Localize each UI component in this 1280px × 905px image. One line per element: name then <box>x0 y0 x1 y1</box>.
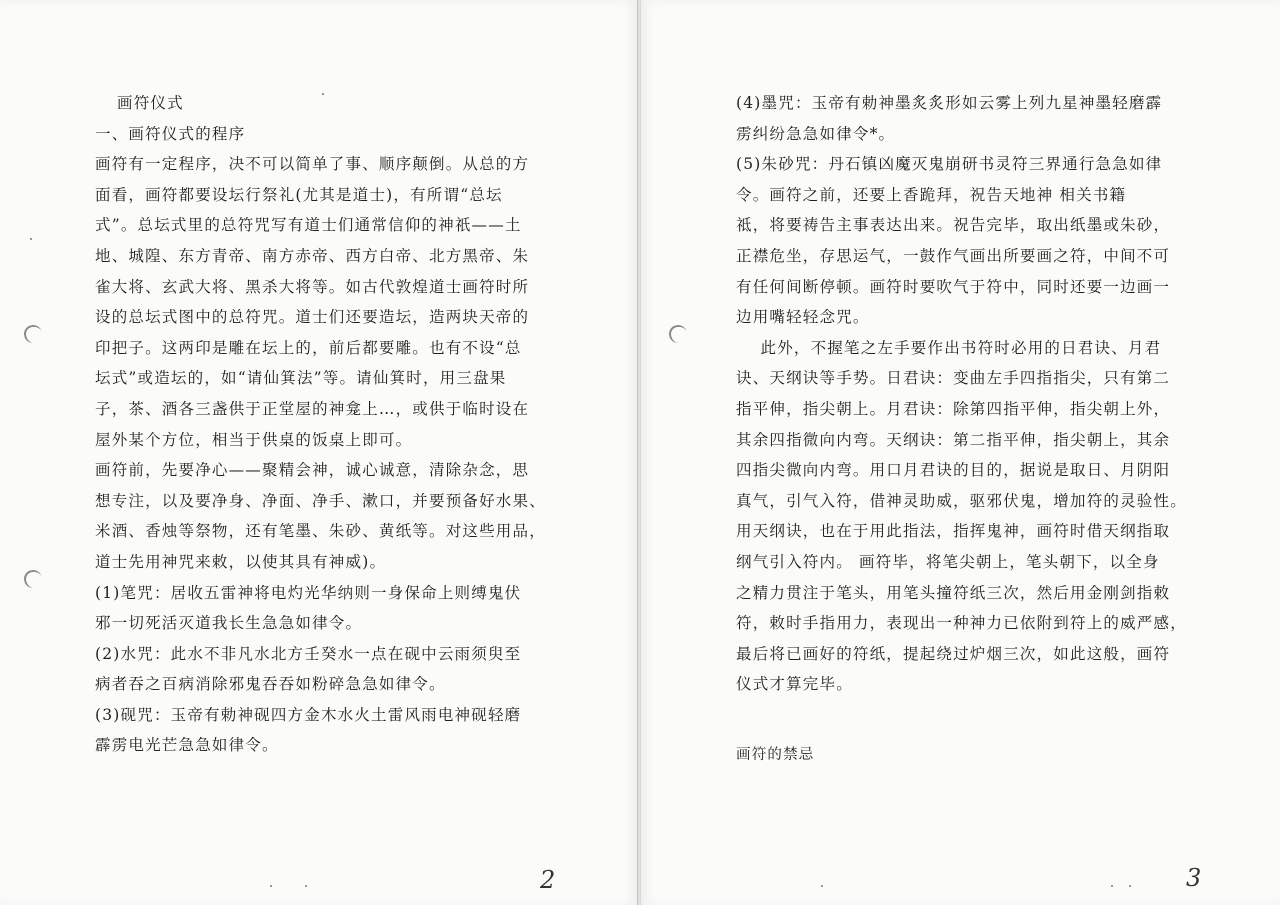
text-line: 祗，将要祷告主事表达出来。祝告完毕，取出纸墨或朱砂， <box>736 216 1171 235</box>
page-number: 2 <box>540 866 556 894</box>
binder-hole-mark <box>23 569 44 590</box>
binder-hole-mark <box>23 324 44 345</box>
text-line: 面看，画符都要设坛行祭礼(尤其是道士)，有所谓“总坛 <box>95 185 503 204</box>
scan-speck <box>30 238 32 240</box>
text-line: 雀大将、玄武大将、黑杀大将等。如古代敦煌道士画符时所 <box>95 277 530 296</box>
text-line: 想专注，以及要净身、净面、净手、漱口，并要预备好水果、 <box>95 491 546 510</box>
text-line: 地、城隍、东方青帝、南方赤帝、西方白帝、北方黑帝、朱 <box>95 246 530 265</box>
text-line: 真气，引气入符，借神灵助威，驱邪伏鬼，增加符的灵验性。 <box>736 491 1187 510</box>
scan-speck <box>1111 885 1113 887</box>
text-line: 道士先用神咒来敕，以使其具有神威)。 <box>95 552 387 571</box>
text-line: 四指尖微向内弯。用口月君诀的目的，据说是取日、月阴阳 <box>736 461 1171 480</box>
text-line: 印把子。这两印是雕在坛上的，前后都要雕。也有不设“总 <box>95 338 522 357</box>
text-line: 仪式才算完毕。 <box>736 675 853 694</box>
left-page-text <box>95 88 550 761</box>
text-line: (2)水咒：此水不非凡水北方壬癸水一点在砚中云雨须臾至 <box>95 644 522 663</box>
scan-speck <box>821 885 823 887</box>
scan-speck <box>270 885 272 887</box>
text-line: 正襟危坐，存思运气，一鼓作气画出所要画之符，中间不可 <box>736 246 1171 265</box>
text-line: 雳纠纷急急如律令*。 <box>736 124 896 143</box>
text-line: 霹雳电光芒急急如律令。 <box>95 736 279 755</box>
text-line: 邪一切死活灭道我长生急急如律令。 <box>95 614 363 633</box>
text-line: 其余四指微向内弯。天纲诀：第二指平伸，指尖朝上，其余 <box>736 430 1171 449</box>
text-line: 令。画符之前，还要上香跪拜，祝告天地神 相关书籍 <box>736 185 1127 204</box>
text-line: 画符前，先要净心——聚精会神，诚心诚意，清除杂念，思 <box>95 461 530 480</box>
text-line: 设的总坛式图中的总符咒。道士们还要造坛，造两块天帝的 <box>95 308 530 327</box>
text-line: 坛式”或造坛的，如“请仙箕法”等。请仙箕时，用三盘果 <box>95 369 507 388</box>
text-line: (4)墨咒：玉帝有勅神墨炙炙形如云雾上列九星神墨轻磨霹 <box>736 94 1163 112</box>
text-line: 有任何间断停顿。画符时要吹气于符中，同时还要一边画一 <box>736 277 1171 296</box>
text-line: 画符有一定程序，决不可以简单了事、顺序颠倒。从总的方 <box>95 155 530 174</box>
section-heading: 画符的禁忌 <box>736 746 815 763</box>
paragraph-gap <box>736 700 1196 740</box>
page-title: 画符仪式 <box>117 94 184 112</box>
text-line: 米酒、香烛等祭物，还有笔墨、朱砂、黄纸等。对这些用品， <box>95 522 546 541</box>
text-line: 此外，不握笔之左手要作出书符时必用的日君诀、月君 <box>736 338 1162 357</box>
right-page <box>641 0 1280 905</box>
text-line: 病者吞之百病消除邪鬼吞吞如粉碎急急如律令。 <box>95 675 446 694</box>
text-line: (1)笔咒：居收五雷神将电灼光华纳则一身保命上则缚鬼伏 <box>95 583 522 602</box>
scan-speck <box>305 885 307 887</box>
scan-speck <box>1129 885 1131 887</box>
text-line: 边用嘴轻轻念咒。 <box>736 308 870 327</box>
left-page <box>0 0 638 905</box>
binder-hole-mark <box>668 324 689 345</box>
text-line: 用天纲诀，也在于用此指法，指挥鬼神，画符时借天纲指取 <box>736 522 1171 541</box>
text-line: 纲气引入符内。 画符毕，将笔尖朝上，笔头朝下，以全身 <box>736 552 1160 571</box>
text-line: 诀、天纲诀等手势。日君诀：变曲左手四指指尖，只有第二 <box>736 369 1171 388</box>
text-line: (5)朱砂咒：丹石镇凶魔灭鬼崩研书灵符三界通行急急如律 <box>736 155 1163 174</box>
text-line: 符，敕时手指用力，表现出一种神力已依附到符上的威严感， <box>736 614 1187 633</box>
right-page-text <box>736 88 1196 770</box>
text-line: 屋外某个方位，相当于供桌的饭桌上即可。 <box>95 430 413 449</box>
text-line: 最后将已画好的符纸，提起绕过炉烟三次，如此这般，画符 <box>736 644 1171 663</box>
text-line: (3)砚咒：玉帝有勅神砚四方金木水火土雷风雨电神砚轻磨 <box>95 705 522 724</box>
text-line: 子，茶、酒各三盏供于正堂屋的神龛上…，或供于临时设在 <box>95 399 530 418</box>
text-line: 指平伸，指尖朝上。月君诀：除第四指平伸，指尖朝上外， <box>736 399 1171 418</box>
page-number: 3 <box>1186 864 1202 892</box>
text-line: 式”。总坛式里的总符咒写有道士们通常信仰的神祇——土 <box>95 216 522 235</box>
text-line: 之精力贯注于笔头，用笔头撞符纸三次，然后用金刚剑指敕 <box>736 583 1171 602</box>
section-heading: 一、画符仪式的程序 <box>95 124 246 143</box>
